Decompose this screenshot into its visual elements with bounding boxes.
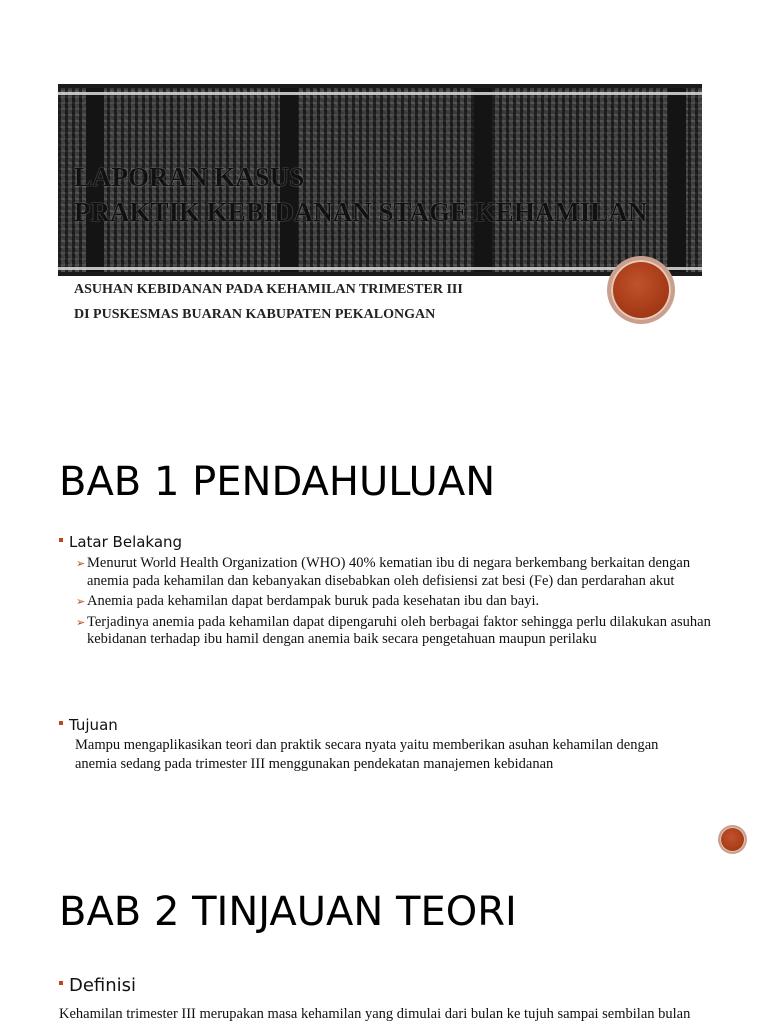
square-bullet-icon [59,721,63,725]
arrow-bullet-icon: ➢ [76,557,86,570]
title-line-1: LAPORAN KASUS [74,162,305,192]
banner-line [58,92,702,95]
subtitle-line-1: ASUHAN KEBIDANAN PADA KEHAMILAN TRIMESTER III [74,282,463,297]
slide-subtitle [74,277,463,327]
list-item [76,593,716,611]
list-item-text: Terjadinya anemia pada kehamilan dapat dipengaruhi oleh berbagai faktor sehingga perlu dilakukan asuhan kebidanan terhadap ibu hamil dengan anemia baik secara pengetahuan maupun perilaku [87,613,711,647]
title-banner [58,84,702,276]
list-item-text: Menurut World Health Organization (WHO) 40% kematian ibu di negara berkembang berkaitan dengan anemia pada kehamilan dan kebanyakan disebabkan oleh defisiensi zat besi (Fe) dan perdarahan akut [87,555,691,589]
square-bullet-icon [59,538,63,542]
tujuan-text: Mampu mengaplikasikan teori dan praktik secara nyata yaitu memberikan asuhan kehamilan dengan anemia sedang pada trimester III menggunakan pendekatan manajemen kebidanan [75,737,659,772]
slide-heading: BAB 1 PENDAHULUAN [59,459,496,505]
pendahuluan-slide [0,350,768,860]
arrow-bullet-icon: ➢ [76,595,86,608]
title-slide [0,0,768,350]
decorative-circle-icon [718,825,747,854]
bullet-definisi [59,974,136,998]
subtitle-line-2: DI PUSKESMAS BUARAN KABUPATEN PEKALONGAN [74,307,436,322]
square-bullet-icon [59,981,63,985]
title-line-2: PRAKTIK KEBIDANAN STAGE KEHAMILAN [74,197,648,227]
definisi-text: Kehamilan trimester III merupakan masa kehamilan yang dimulai dari bulan ke tujuh sampai sembilan bulan [59,1006,691,1022]
list-item [76,614,716,649]
slide-title [74,160,647,230]
arrow-bullet-icon: ➢ [76,615,86,629]
bullet-tujuan [59,715,118,735]
list-item-text: Anemia pada kehamilan dapat berdampak buruk pada kesehatan ibu dan bayi. [87,593,540,609]
tinjauan-teori-slide [0,860,768,1024]
banner-stripe [668,88,686,272]
banner-line [58,267,702,270]
bullet-label: Tujuan [69,716,118,734]
bullet-latar-belakang [59,532,182,552]
decorative-circle-icon [607,256,675,324]
slide-heading: BAB 2 TINJAUAN TEORI [59,889,517,935]
list-item [76,555,716,590]
bullet-label: Definisi [69,975,137,996]
latar-belakang-list [76,555,716,652]
bullet-label: Latar Belakang [69,533,183,551]
